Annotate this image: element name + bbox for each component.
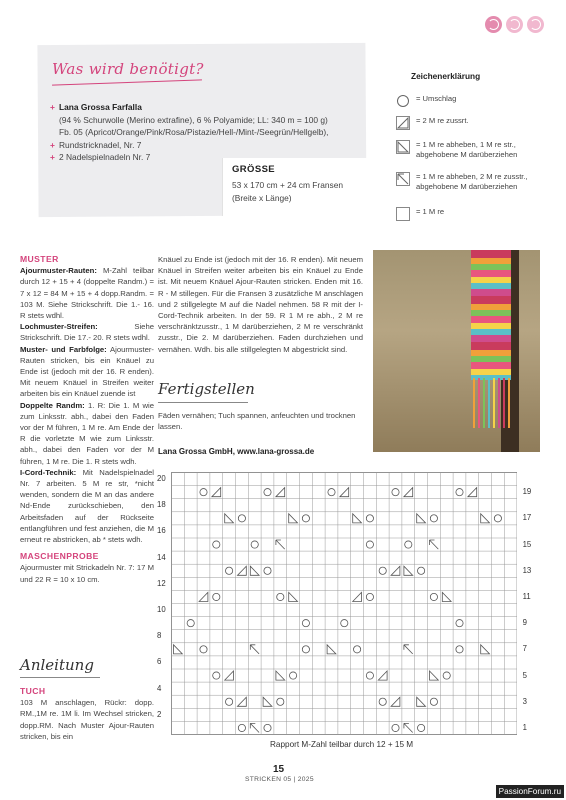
instructions-left bbox=[20, 254, 154, 585]
yarn-over-symbol bbox=[392, 489, 399, 496]
yarn-details: (94 % Schurwolle (Merino extrafine), 6 % Polyamide; LL: 340 m = 100 g) Fb. 05 (Apricot/Orange/Pink/Rosa/Pistazie/Hell-/Mint-/Seegrün/Hellgelb), bbox=[59, 114, 329, 138]
row-number: 7 bbox=[522, 644, 527, 654]
yarn-over-symbol bbox=[277, 698, 284, 705]
paragraph: Siehe Strickschrift. Die 17.- 20. R stets wdhl. bbox=[20, 322, 154, 343]
section-heading: TUCH bbox=[20, 686, 46, 696]
term-label: I-Cord-Technik: bbox=[20, 467, 77, 477]
heading-underline bbox=[158, 402, 248, 403]
legend-item bbox=[396, 94, 456, 108]
fringe bbox=[488, 378, 490, 428]
yarn-over-symbol bbox=[264, 724, 271, 731]
row-number: 3 bbox=[522, 696, 527, 706]
row-number: 2 bbox=[157, 709, 162, 719]
yarn-over-symbol bbox=[456, 646, 463, 653]
row-number: 8 bbox=[157, 631, 162, 641]
term-label: Doppelte Randm: bbox=[20, 400, 85, 410]
row-number: 13 bbox=[522, 565, 532, 575]
scarf bbox=[471, 250, 511, 380]
paragraph: Mit Nadelspielnadel Nr. 7 arbeiten. 5 M re str, *nicht wenden, sondern die M an das andere Nd-Ende zurückschieben, den Arbeitsfaden auf der Rückseite entlangführen und fest anziehen, die M erneut re abstricken, ab * stets wdh. bbox=[20, 467, 154, 545]
legend-item bbox=[396, 140, 551, 160]
yarn-over-symbol bbox=[264, 567, 271, 574]
yarn-ball-icon bbox=[506, 16, 523, 33]
yarn-over-symbol bbox=[290, 672, 297, 679]
yarn-over-symbol bbox=[392, 724, 399, 731]
anleitung-heading: Anleitung bbox=[20, 656, 94, 674]
yarn-over-symbol bbox=[443, 672, 450, 679]
company-credit: Lana Grossa GmbH, www.lana-grossa.de bbox=[158, 447, 315, 456]
chart-grid bbox=[172, 473, 518, 735]
yarn-over-symbol bbox=[379, 567, 386, 574]
yarn-over-symbol bbox=[302, 646, 309, 653]
term-label: Ajourmuster-Rauten: bbox=[20, 266, 97, 276]
row-number: 6 bbox=[157, 657, 162, 667]
fringe bbox=[503, 378, 505, 428]
yarn-over-symbol bbox=[213, 672, 220, 679]
fringe bbox=[498, 378, 500, 428]
materials-title: Was wird benötigt? bbox=[52, 60, 204, 78]
finishing-text: Fäden vernähen; Tuch spannen, anfeuchten und trocknen lassen. bbox=[158, 411, 356, 432]
legend-item bbox=[396, 116, 469, 130]
fringe bbox=[473, 378, 475, 428]
yarn-over-symbol bbox=[264, 489, 271, 496]
yarn-over-symbol bbox=[277, 593, 284, 600]
yarn-over-symbol bbox=[418, 724, 425, 731]
row-number: 5 bbox=[522, 670, 527, 680]
row-number: 16 bbox=[157, 526, 166, 536]
yarn-over-symbol bbox=[238, 515, 245, 522]
yarn-over-symbol bbox=[366, 672, 373, 679]
yarn-over-symbol bbox=[354, 646, 361, 653]
fringe bbox=[478, 378, 480, 428]
paragraph: Ajourmuster mit Strickadeln Nr. 7: 17 M und 22 R = 10 x 10 cm. bbox=[20, 563, 154, 584]
yarn-over-symbol bbox=[366, 541, 373, 548]
yarn-over-symbol bbox=[379, 698, 386, 705]
yarn-name: Lana Grossa Farfalla bbox=[59, 102, 142, 112]
term-label: Muster- und Farbfolge: bbox=[20, 344, 107, 354]
legend-text: = 1 M re abheben, 2 M re zusstr., abgehobene M darüberziehen bbox=[416, 172, 528, 191]
size-line: (Breite x Länge) bbox=[232, 193, 292, 203]
yarn-over-symbol bbox=[418, 567, 425, 574]
chart-caption: Rapport M-Zahl teilbar durch 12 + 15 M bbox=[270, 740, 414, 749]
yarn-over-icon bbox=[396, 94, 410, 108]
yarn-over-symbol bbox=[494, 515, 501, 522]
row-number: 9 bbox=[522, 618, 527, 628]
paragraph: 1. R: Die 1. M wie zum Linksstr. abh., dabei den Faden vor der M führen, 1 M re. Am Ende der R die vorletzte M wie zum Linksstr. abh., dabei den Faden vor der M führen, 1 M re. Die 1. R stets wdh. bbox=[20, 400, 154, 466]
yarn-over-symbol bbox=[213, 541, 220, 548]
row-number: 12 bbox=[157, 578, 166, 588]
yarn-over-symbol bbox=[366, 593, 373, 600]
section-heading: MASCHENPROBE bbox=[20, 551, 99, 562]
yarn-over-symbol bbox=[456, 489, 463, 496]
row-number: 20 bbox=[157, 474, 166, 483]
row-number: 18 bbox=[157, 500, 166, 510]
paragraph: 103 M anschlagen, Rückr: dopp. RM.,1M re. 1M li. Im Wechsel stricken, dopp.RM. Nach Muster Ajour-Rauten stricken, bis ein bbox=[20, 698, 154, 741]
yarn-ball-icon bbox=[527, 16, 544, 33]
row-number: 4 bbox=[157, 683, 162, 693]
watermark: PassionForum.ru bbox=[496, 785, 564, 798]
legend-text: = 1 M re bbox=[416, 207, 445, 216]
legend-text: = 2 M re zussrt. bbox=[416, 116, 469, 125]
legend-item bbox=[396, 172, 551, 192]
size-line: 53 x 170 cm + 24 cm Fransen bbox=[232, 180, 344, 190]
yarn-over-symbol bbox=[187, 620, 194, 627]
yarn-over-symbol bbox=[238, 724, 245, 731]
row-number: 11 bbox=[522, 591, 531, 601]
yarn-over-symbol bbox=[302, 620, 309, 627]
yarn-over-symbol bbox=[226, 698, 233, 705]
row-number: 10 bbox=[157, 605, 166, 614]
term-label: Lochmuster-Streifen: bbox=[20, 322, 98, 332]
yarn-over-symbol bbox=[213, 593, 220, 600]
legend-text: = 1 M re abheben, 1 M re str., abgehobene M darüberziehen bbox=[416, 140, 518, 159]
yarn-over-symbol bbox=[456, 620, 463, 627]
page-number: 15 bbox=[273, 764, 285, 775]
instructions-tuch bbox=[20, 686, 154, 742]
size-title: GRÖSSE bbox=[232, 164, 276, 175]
fringe bbox=[483, 378, 485, 428]
yarn-over-symbol bbox=[328, 489, 335, 496]
instructions-middle: Knäuel zu Ende ist (jedoch mit der 16. R enden). Mit neuem Knäuel in Streifen weiter arbeiten bis ein Knäuel zu Ende ist. Mit neuem Knäuel Ajour-Rauten stricken. Enden mit 16. R - M stillegen. Für die Fransen 3 zusätzliche M anschlagen und 2 stillgelegte M auf die Nadel nehmen. 58 R mit der I-Cord-Technik arbeiten. In der 59. R 1 M re abh., 2 M re verschränktzusstr., 1 M darüberziehen, 2 M re verschränkt zusstr., Die 2. M darüberziehen. Faden durchziehen und vernähen. Wdh. bis alle stillgelegten M abgestrickt sind. bbox=[158, 255, 363, 354]
yarn-over-symbol bbox=[200, 489, 207, 496]
yarn-over-symbol bbox=[200, 646, 207, 653]
yarn-over-symbol bbox=[226, 567, 233, 574]
k2tog-icon bbox=[396, 116, 410, 130]
row-number: 14 bbox=[157, 552, 166, 562]
sk2p-icon bbox=[396, 172, 410, 186]
skp-icon bbox=[396, 140, 410, 154]
section-heading: MUSTER bbox=[20, 254, 59, 264]
yarn-icons bbox=[485, 16, 544, 33]
knitting-chart bbox=[171, 472, 517, 737]
yarn-over-symbol bbox=[366, 515, 373, 522]
paragraph: Ajourmuster-Rauten stricken, bis ein Knäuel zu Ende ist (jedoch mit der 16. R enden). Mit neuem Knäuel in Streifen weiter arbeiten bis ein Knäuel zuende ist bbox=[20, 344, 154, 399]
fertigstellen-heading: Fertigstellen bbox=[158, 380, 255, 398]
yarn-over-symbol bbox=[430, 593, 437, 600]
list-item bbox=[50, 101, 340, 139]
knit-icon bbox=[396, 207, 410, 221]
yarn-ball-icon bbox=[485, 16, 502, 33]
fringe bbox=[508, 378, 510, 428]
fringe bbox=[493, 378, 495, 428]
row-number: 15 bbox=[522, 539, 532, 549]
footer-issue: STRICKEN 05 | 2025 bbox=[245, 776, 314, 783]
row-number: 19 bbox=[522, 487, 532, 497]
yarn-over-symbol bbox=[302, 515, 309, 522]
yarn-over-symbol bbox=[405, 541, 412, 548]
legend-text: = Umschlag bbox=[416, 94, 457, 103]
yarn-over-symbol bbox=[251, 541, 258, 548]
scarf-photo bbox=[373, 250, 540, 452]
paragraph: M-Zahl teilbar durch 12 + 15 + 4 (doppelte Randm.) = 7 x 12 = 84 M + 15 + 4 dopp.Randm. = 103 M. Siehe Strickschrift. Die 1.- 16. R stets wdhl. bbox=[20, 266, 154, 321]
needle-item: 2 Nadelspielnadeln Nr. 7 bbox=[59, 152, 151, 163]
row-number: 17 bbox=[522, 513, 532, 523]
row-number: 1 bbox=[522, 722, 527, 732]
legend-title: Zeichenerklärung bbox=[411, 71, 481, 81]
yarn-over-symbol bbox=[430, 698, 437, 705]
yarn-over-symbol bbox=[341, 620, 348, 627]
heading-underline bbox=[20, 677, 100, 678]
needle-item: Rundstricknadel, Nr. 7 bbox=[59, 139, 142, 150]
list-item bbox=[50, 139, 340, 152]
materials-list bbox=[50, 101, 340, 164]
yarn-over-symbol bbox=[430, 515, 437, 522]
legend-item bbox=[396, 207, 444, 221]
